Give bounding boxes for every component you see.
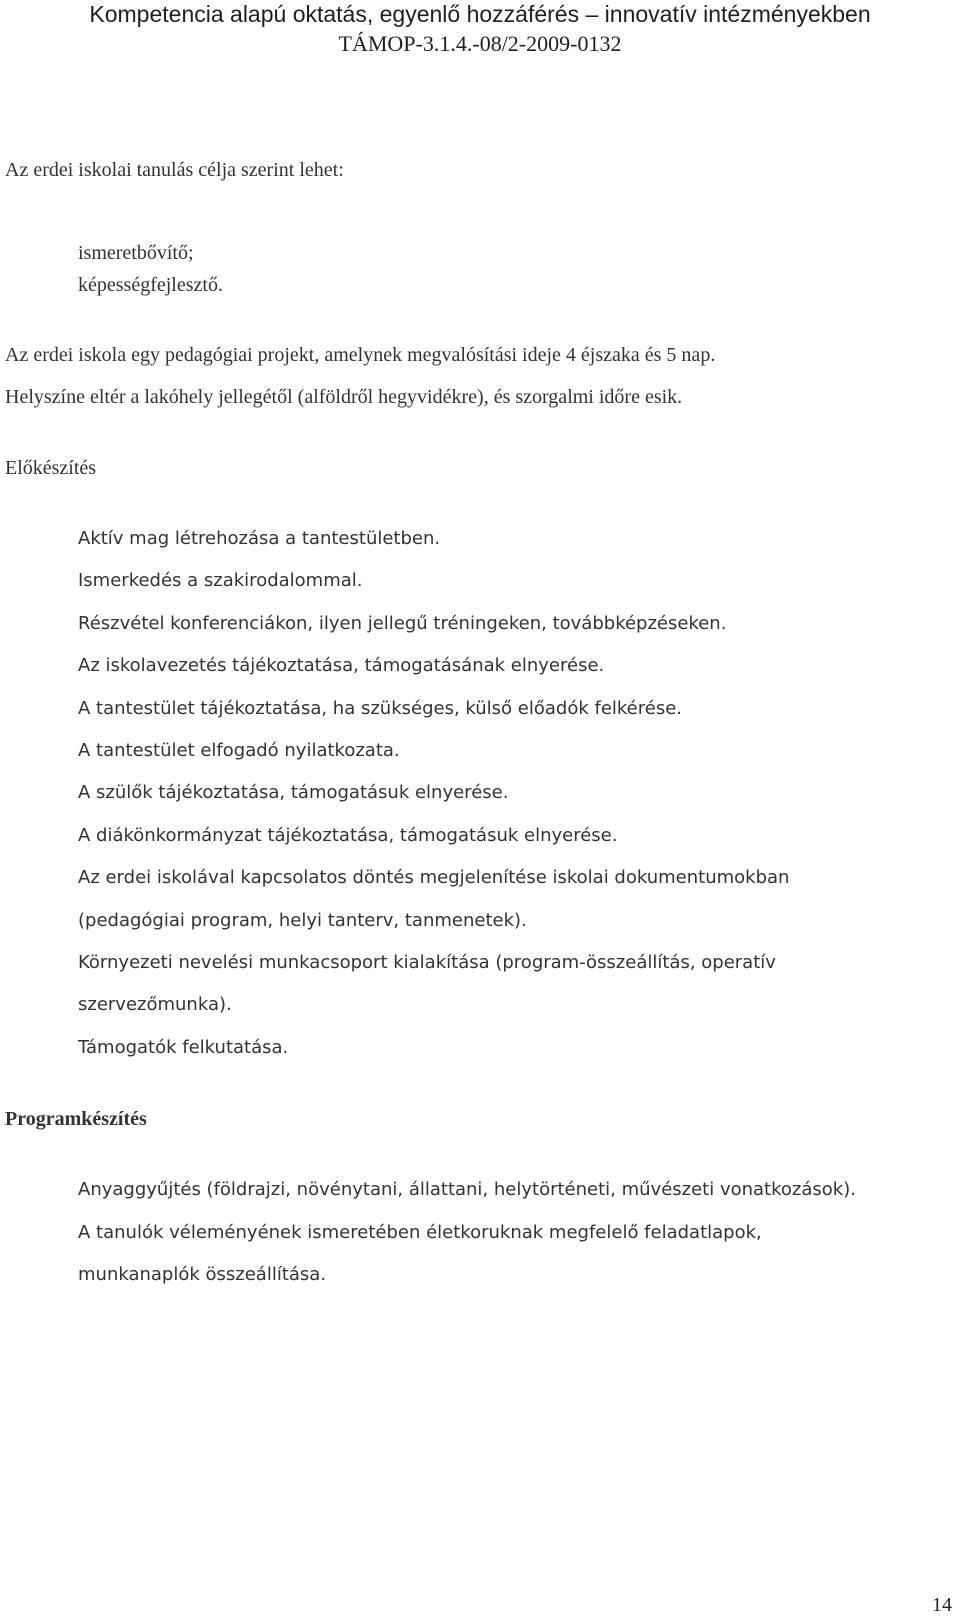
intro-lead: Az erdei iskolai tanulás célja szerint lehet: xyxy=(5,159,344,181)
preparation-item: Részvétel konferenciákon, ilyen jellegű tréningeken, továbbképzéseken. xyxy=(78,613,727,634)
intro-item: ismeretbővítő; xyxy=(78,242,194,264)
program-item: A tanulók véleményének ismeretében életkoruknak megfelelő feladatlapok, xyxy=(78,1222,762,1243)
section-heading-program: Programkészítés xyxy=(5,1108,147,1130)
preparation-item: A tantestület tájékoztatása, ha szükséges, külső előadók felkérése. xyxy=(78,698,683,719)
preparation-item: Aktív mag létrehozása a tantestületben. xyxy=(78,528,441,549)
preparation-item: Ismerkedés a szakirodalommal. xyxy=(78,570,363,591)
preparation-item: Támogatók felkutatása. xyxy=(78,1037,289,1058)
section-heading-preparation: Előkészítés xyxy=(5,457,97,479)
preparation-item-continued: (pedagógiai program, helyi tanterv, tanmenetek). xyxy=(78,910,527,931)
intro-paragraph-line: Az erdei iskola egy pedagógiai projekt, amelynek megvalósítási ideje 4 éjszaka és 5 nap. xyxy=(5,344,716,366)
preparation-item: Az iskolavezetés tájékoztatása, támogatásának elnyerése. xyxy=(78,655,605,676)
preparation-item: A diákönkormányzat tájékoztatása, támogatásuk elnyerése. xyxy=(78,825,618,846)
page-number: 14 xyxy=(932,1594,952,1616)
preparation-item: A szülők tájékoztatása, támogatásuk elnyerése. xyxy=(78,782,509,803)
preparation-item: Az erdei iskolával kapcsolatos döntés megjelenítése iskolai dokumentumokban xyxy=(78,867,790,888)
intro-item: képességfejlesztő. xyxy=(78,274,223,296)
header-project-code: TÁMOP-3.1.4.-08/2-2009-0132 xyxy=(338,31,622,56)
header-title: Kompetencia alapú oktatás, egyenlő hozzáférés – innovatív intézményekben xyxy=(89,1,871,27)
program-item-continued: munkanaplók összeállítása. xyxy=(78,1264,327,1285)
preparation-item: Környezeti nevelési munkacsoport kialakítása (program-összeállítás, operatív xyxy=(78,952,776,973)
preparation-item: A tantestület elfogadó nyilatkozata. xyxy=(78,740,400,761)
program-item: Anyaggyűjtés (földrajzi, növénytani, állattani, helytörténeti, művészeti vonatkozások). xyxy=(78,1179,856,1200)
intro-paragraph-line: Helyszíne eltér a lakóhely jellegétől (alföldről hegyvidékre), és szorgalmi időre esik. xyxy=(5,386,683,408)
preparation-item-continued: szervezőmunka). xyxy=(78,994,232,1015)
